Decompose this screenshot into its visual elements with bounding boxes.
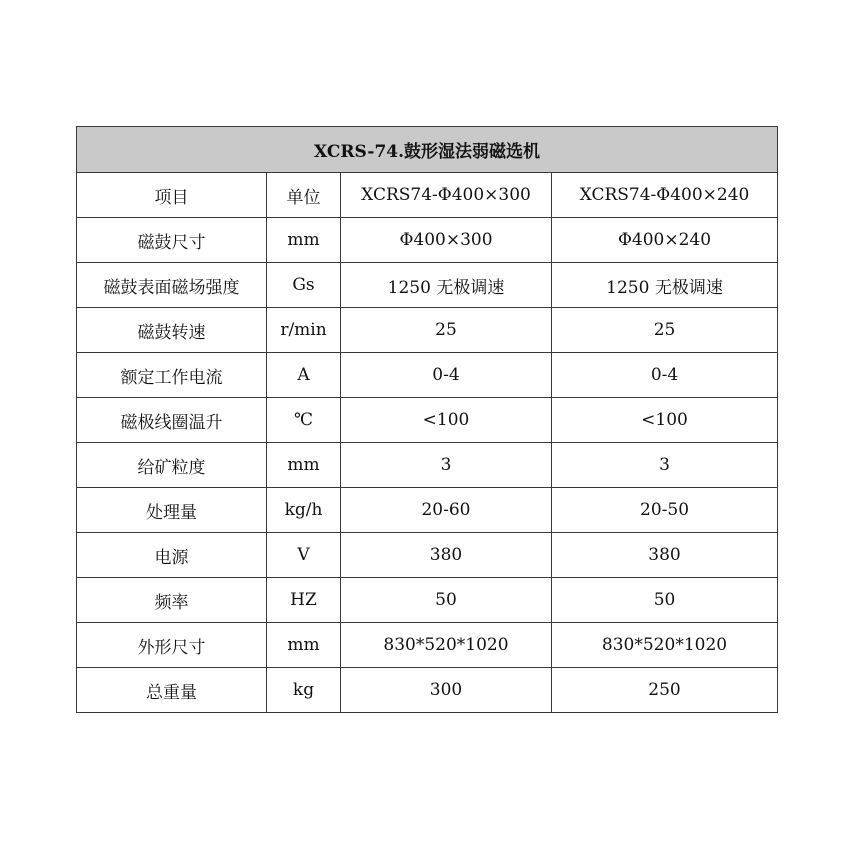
unit-cell: A bbox=[267, 353, 341, 398]
param-name-cell: 电源 bbox=[77, 533, 267, 578]
model-240-value-cell: Φ400×240 bbox=[552, 218, 778, 263]
unit-cell: r/min bbox=[267, 308, 341, 353]
table-row bbox=[77, 308, 778, 353]
table-row bbox=[77, 623, 778, 668]
unit-cell: mm bbox=[267, 218, 341, 263]
table-row bbox=[77, 443, 778, 488]
table-row bbox=[77, 353, 778, 398]
unit-cell: kg/h bbox=[267, 488, 341, 533]
unit-cell: mm bbox=[267, 443, 341, 488]
table-row bbox=[77, 218, 778, 263]
model-240-value-cell: 250 bbox=[552, 668, 778, 713]
header-cell-model-300: XCRS74-Φ400×300 bbox=[341, 173, 552, 218]
table-row bbox=[77, 533, 778, 578]
param-name-cell: 磁鼓转速 bbox=[77, 308, 267, 353]
param-name-cell: 磁鼓尺寸 bbox=[77, 218, 267, 263]
unit-cell: ℃ bbox=[267, 398, 341, 443]
param-name-cell: 磁极线圈温升 bbox=[77, 398, 267, 443]
param-name-cell: 外形尺寸 bbox=[77, 623, 267, 668]
model-300-value-cell: 3 bbox=[341, 443, 552, 488]
title-row bbox=[77, 127, 778, 173]
model-240-value-cell: <100 bbox=[552, 398, 778, 443]
unit-cell: mm bbox=[267, 623, 341, 668]
spec-table bbox=[76, 126, 778, 713]
model-300-value-cell: 20-60 bbox=[341, 488, 552, 533]
unit-cell: V bbox=[267, 533, 341, 578]
header-cell-model-240: XCRS74-Φ400×240 bbox=[552, 173, 778, 218]
model-240-value-cell: 1250 无极调速 bbox=[552, 263, 778, 308]
model-300-value-cell: 0-4 bbox=[341, 353, 552, 398]
param-name-cell: 频率 bbox=[77, 578, 267, 623]
param-name-cell: 磁鼓表面磁场强度 bbox=[77, 263, 267, 308]
model-300-value-cell: 50 bbox=[341, 578, 552, 623]
table-row bbox=[77, 488, 778, 533]
unit-cell: Gs bbox=[267, 263, 341, 308]
table-row bbox=[77, 398, 778, 443]
table-body bbox=[77, 218, 778, 713]
table-row bbox=[77, 668, 778, 713]
model-300-value-cell: <100 bbox=[341, 398, 552, 443]
param-name-cell: 给矿粒度 bbox=[77, 443, 267, 488]
param-name-cell: 总重量 bbox=[77, 668, 267, 713]
model-300-value-cell: Φ400×300 bbox=[341, 218, 552, 263]
table-row bbox=[77, 263, 778, 308]
model-240-value-cell: 3 bbox=[552, 443, 778, 488]
table-row bbox=[77, 578, 778, 623]
header-row bbox=[77, 173, 778, 218]
model-300-value-cell: 300 bbox=[341, 668, 552, 713]
model-300-value-cell: 830*520*1020 bbox=[341, 623, 552, 668]
param-name-cell: 额定工作电流 bbox=[77, 353, 267, 398]
header-cell-unit: 单位 bbox=[267, 173, 341, 218]
model-240-value-cell: 830*520*1020 bbox=[552, 623, 778, 668]
param-name-cell: 处理量 bbox=[77, 488, 267, 533]
model-240-value-cell: 25 bbox=[552, 308, 778, 353]
model-240-value-cell: 50 bbox=[552, 578, 778, 623]
model-240-value-cell: 0-4 bbox=[552, 353, 778, 398]
unit-cell: kg bbox=[267, 668, 341, 713]
model-240-value-cell: 380 bbox=[552, 533, 778, 578]
model-300-value-cell: 25 bbox=[341, 308, 552, 353]
table-title: XCRS-74.鼓形湿法弱磁选机 bbox=[77, 127, 778, 173]
model-300-value-cell: 380 bbox=[341, 533, 552, 578]
header-cell-item: 项目 bbox=[77, 173, 267, 218]
model-240-value-cell: 20-50 bbox=[552, 488, 778, 533]
model-300-value-cell: 1250 无极调速 bbox=[341, 263, 552, 308]
unit-cell: HZ bbox=[267, 578, 341, 623]
